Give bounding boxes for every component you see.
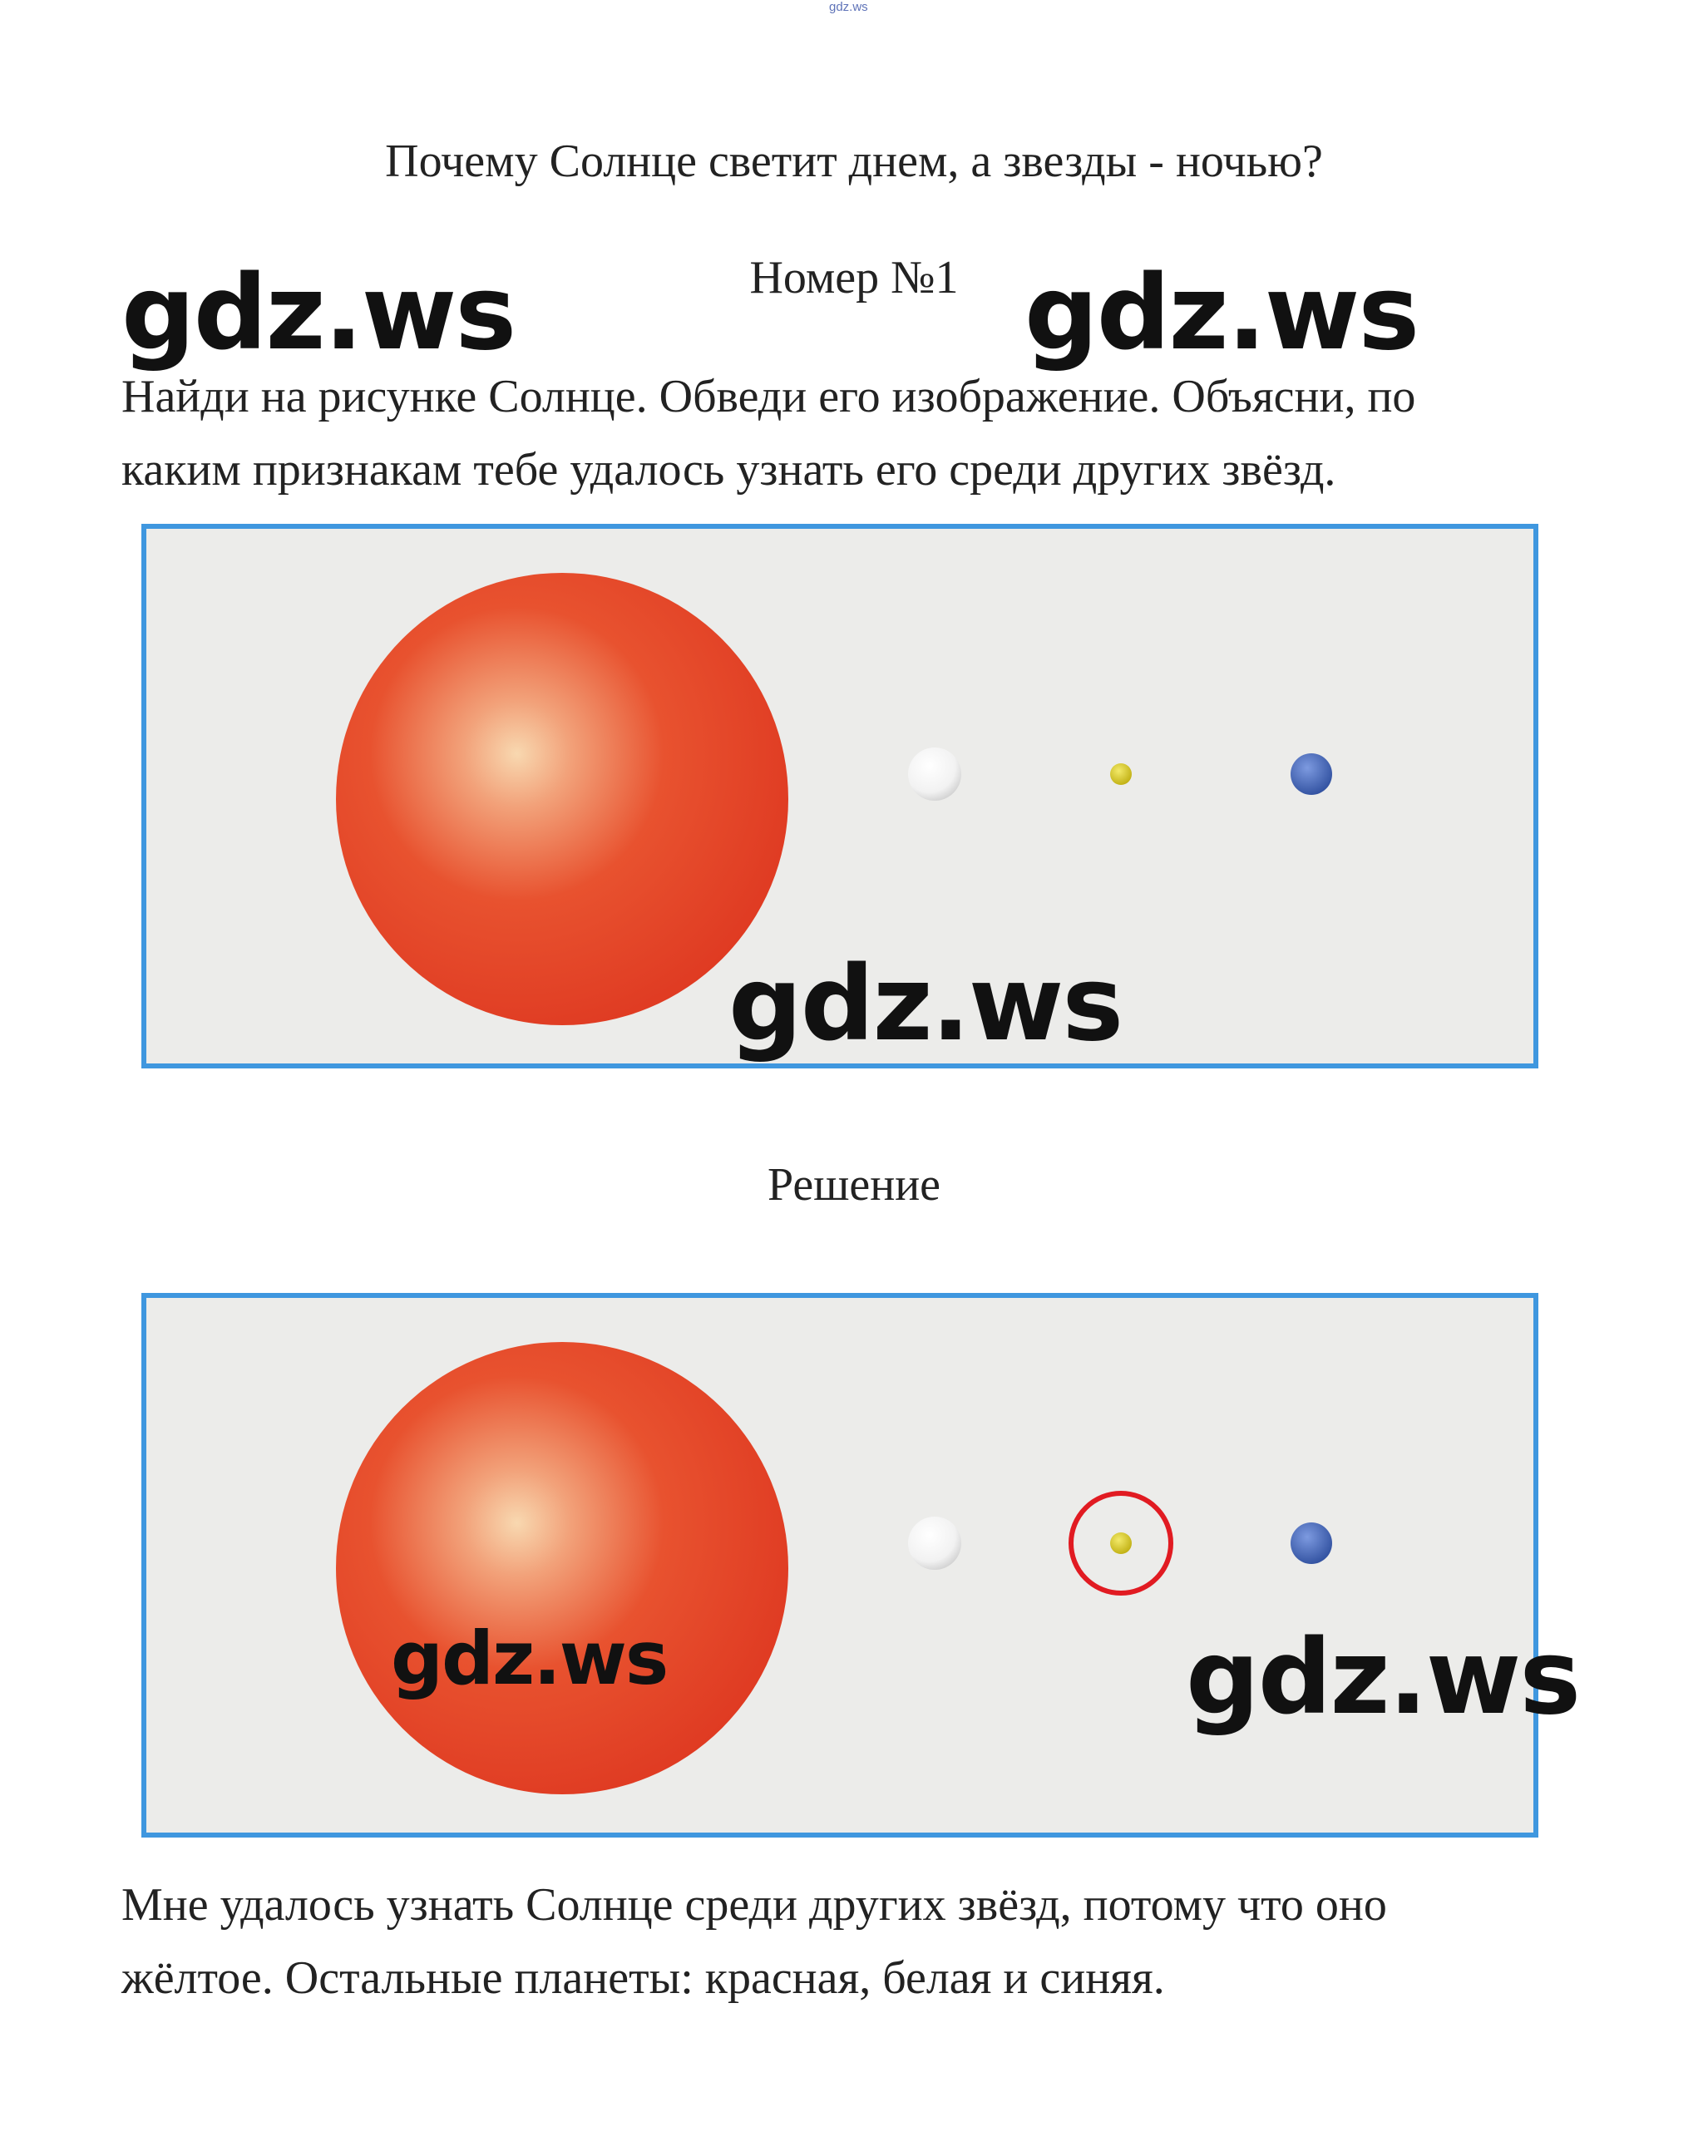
blue-star	[1291, 753, 1332, 795]
task-number: Номер №1	[749, 252, 959, 303]
task-text-line: каким признакам тебе удалось узнать его среди других звёзд.	[121, 444, 1336, 496]
yellow-star-sun	[1110, 1532, 1132, 1554]
watermark: gdz.ws	[121, 254, 516, 373]
solution-illustration	[141, 1293, 1580, 1838]
white-star	[908, 747, 961, 801]
yellow-star-sun	[1110, 763, 1132, 785]
white-star	[908, 1517, 961, 1570]
task-text-line: Найди на рисунке Солнце. Обведи его изображение. Объясни, по	[121, 371, 1416, 422]
page-title: Почему Солнце светит днем, а звезды - ночью?	[385, 136, 1323, 187]
stars-drawing	[146, 1298, 1543, 1843]
blue-star	[1291, 1522, 1332, 1564]
site-mark: gdz.ws	[829, 0, 868, 14]
red-star	[336, 1342, 788, 1794]
red-star	[336, 573, 788, 1025]
answer-text	[121, 1868, 1618, 2015]
watermark: gdz.ws	[1186, 1618, 1580, 1738]
solution-label: Решение	[767, 1159, 941, 1211]
answer-text-line: Мне удалось узнать Солнце среди других звёзд, потому что оно	[121, 1879, 1387, 1931]
answer-text-line: жёлтое. Остальные планеты: красная, белая и синяя.	[121, 1952, 1165, 2004]
watermark: gdz.ws	[728, 945, 1123, 1064]
task-text	[121, 360, 1618, 506]
task-illustration	[141, 524, 1538, 1068]
watermark: gdz.ws	[1024, 254, 1419, 373]
watermark: gdz.ws	[391, 1616, 668, 1701]
